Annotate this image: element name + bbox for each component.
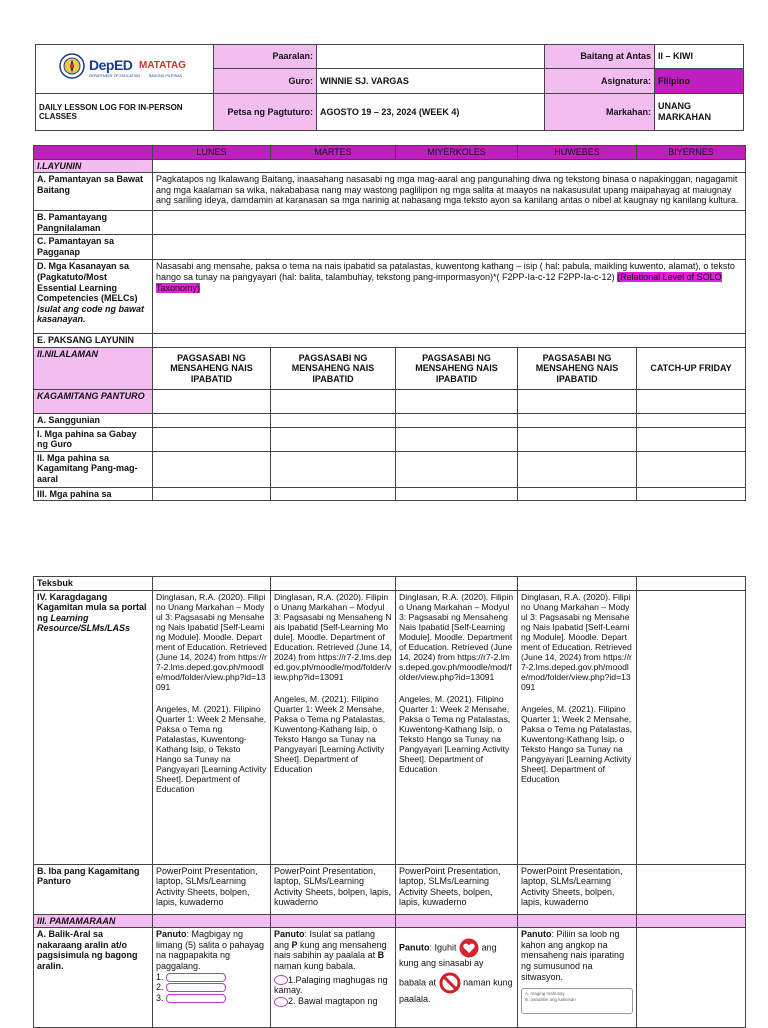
prohibited-icon xyxy=(439,972,461,994)
blank-cell xyxy=(637,928,746,1028)
answer-oval[interactable] xyxy=(274,997,288,1007)
reference-cell xyxy=(518,590,637,864)
wednesday-instructions: : Iguhit xyxy=(429,942,457,953)
reference-cell xyxy=(396,590,518,864)
day-header: BIYERNES xyxy=(637,146,746,160)
pink-cell xyxy=(396,914,518,928)
blank-cell xyxy=(153,577,271,591)
blank-cell xyxy=(637,414,746,428)
deped-tagline: DEPARTMENT OF EDUCATION xyxy=(89,74,140,78)
blank-cell xyxy=(153,487,271,501)
day-header: MARTES xyxy=(271,146,396,160)
reference-dinglasan: Dinglasan, R.A. (2020). Filipino Unang Markahan – Modyul 3: Pagsasabi ng Mensaheng Nais Ipabatid [Self-Learning Module]. Moodle. Department of Education. Retrieved (June 14, 2024) from https://r7-2.lms.deped.gov.ph/moodle/mod/folder/view.php?id=13091 xyxy=(521,591,632,693)
blank-cell xyxy=(396,487,518,501)
markahan-value: UNANG MARKAHAN xyxy=(655,94,744,131)
answer-oval[interactable] xyxy=(274,975,288,985)
spacer xyxy=(156,692,267,704)
answer-line xyxy=(274,996,392,1007)
asignatura-label: Asignatura: xyxy=(545,69,655,94)
blank-cell xyxy=(396,390,518,414)
teksbuk-label: Teksbuk xyxy=(34,577,153,591)
asignatura-value: Filipino xyxy=(655,69,744,94)
tuesday-item: 1.Palaging maghugas ng kamay. xyxy=(274,974,388,996)
pink-cell xyxy=(637,914,746,928)
topic-cell: PAGSASABI NG MENSAHENG NAIS IPABATID xyxy=(271,348,396,390)
item-number: 1. xyxy=(156,971,164,982)
karagdagang-kagamitan-label xyxy=(34,590,153,864)
paksang-layunin-label: E. PAKSANG LAYUNIN xyxy=(34,334,153,348)
reference-dinglasan: Dinglasan, R.A. (2020). Filipino Unang Markahan – Modyul 3: Pagsasabi ng Mensaheng Nais Ipabatid [Self-Learning Module]. Moodle. Department of Education. Retrieved (June 14, 2024) from https://r7-2.lms.deped.gov.ph/moodle/mod/folder/view.php?id=13091 xyxy=(156,591,267,693)
blank-cell xyxy=(153,427,271,451)
deped-seal-icon xyxy=(59,53,85,79)
wednesday-instructions: babala at xyxy=(399,977,437,988)
topic-cell: PAGSASABI NG MENSAHENG NAIS IPABATID xyxy=(396,348,518,390)
panuto-label: Panuto xyxy=(521,929,552,940)
thursday-instructions: : Piliin sa loob ng kahon ang angkop na mensaheng nais iparating ng sumusunod na sitwasyon. xyxy=(521,929,625,982)
b-marker: B xyxy=(377,950,385,961)
materials-cell: PowerPoint Presentation, laptop, SLMs/Learning Activity Sheets, bolpen, lapis, kuwaderno xyxy=(153,864,271,914)
wednesday-activity xyxy=(396,928,518,1028)
nilalaman-heading: II.NILALAMAN xyxy=(34,348,153,390)
day-header: LUNES xyxy=(153,146,271,160)
karagdagang-label-italic: Learning Resource/SLMs/LASs xyxy=(37,612,131,634)
blank-cell xyxy=(271,414,396,428)
doc-title: DAILY LESSON LOG FOR IN-PERSON CLASSES xyxy=(36,94,214,131)
item-number: 2. xyxy=(156,982,164,993)
mga-pahina-label: III. Mga pahina sa xyxy=(34,487,153,501)
gabay-guro-label: I. Mga pahina sa Gabay ng Guro xyxy=(34,427,153,451)
logo-cell xyxy=(36,45,214,94)
monday-activity xyxy=(153,928,271,1028)
blank-cell xyxy=(271,427,396,451)
blank-cell xyxy=(271,390,396,414)
pink-cell xyxy=(518,914,637,928)
reference-cell xyxy=(153,590,271,864)
answer-blank[interactable] xyxy=(166,983,226,992)
pangnilalaman-value xyxy=(153,211,746,235)
reference-dinglasan: Dinglasan, R.A. (2020). Filipino Unang Markahan – Modyul 3: Pagsasabi ng Mensaheng Nais Ipabatid [Self-Learning Module]. Moodle. Department of Education. Retrieved (June 14, 2024) from https://r7-2.lms.deped.gov.ph/moodle/mod/folder/view.php?id=13091 xyxy=(399,591,514,682)
blank-cell xyxy=(637,427,746,451)
wednesday-instructions: naman kung paalala. xyxy=(399,977,513,1004)
blank-cell xyxy=(637,390,746,414)
deped-wordmark: DepED xyxy=(89,57,133,73)
reference-cell xyxy=(271,590,396,864)
pamamaraan-table xyxy=(33,576,746,1028)
blank-cell xyxy=(153,390,271,414)
thursday-activity xyxy=(518,928,637,1028)
petsa-value: AGOSTO 19 – 23, 2024 (WEEK 4) xyxy=(317,94,545,131)
kagamitan-heading: KAGAMITANG PANTURO xyxy=(34,390,153,414)
topic-cell: PAGSASABI NG MENSAHENG NAIS IPABATID xyxy=(153,348,271,390)
layunin-heading: I.LAYUNIN xyxy=(34,159,153,173)
materials-cell: PowerPoint Presentation, laptop, SLMs/Learning Activity Sheets, bolpen, lapis, kuwaderno xyxy=(396,864,518,914)
balik-aral-label: A. Balik-Aral sa nakaraang aralin at/o pagsisimula ng bagong aralin. xyxy=(34,928,153,1028)
blank-cell xyxy=(396,451,518,487)
layunin-blank xyxy=(153,159,746,173)
reference-angeles: Angeles, M. (2021). Filipino Quarter 1: Week 2 Mensahe, Paksa o Tema ng Patalastas, Kuwentong-Kathang Isip, o Teksto Hango sa Tunay na Pangyayari [Learning Activity Sheet]. Department of Education xyxy=(156,704,267,795)
p-marker: P xyxy=(291,939,298,950)
blank-cell xyxy=(271,451,396,487)
pamantayan-baitang-text: Pagkatapos ng Ikalawang Baitang, inaasahang nasasabi ng mga mag-aaral ang pangunahing diwa ng tekstong binasa o napakinggan, nagagamit ang mga kaalaman sa wika, nakababasa nang may wastong paglilipon ng mga salita at maayos na nakasusulat upang maipahayag at maiugnay ang sariling ideya, damdamin at karanasan sa mga narinig at nabasang mga teksto ayon sa kanilang antas o nibel at kaugnay ng kanilang kultura. xyxy=(153,173,746,211)
topic-cell: PAGSASABI NG MENSAHENG NAIS IPABATID xyxy=(518,348,637,390)
tuesday-item: 2. Bawal magtapon ng xyxy=(288,995,378,1006)
pangnilalaman-label: B. Pamantayang Pangnilalaman xyxy=(34,211,153,235)
blank-cell xyxy=(396,414,518,428)
wednesday-instructions: ang kung ang sinasabi ay xyxy=(399,942,497,969)
choices-box xyxy=(521,988,633,1014)
reference-angeles: Angeles, M. (2021). Filipino Quarter 1: Week 2 Mensahe, Paksa o Tema ng Patalastas, Kuwentong-Kathang Isip, o Teksto Hango sa Tunay na Pangyayari [Learning Activity Sheet]. Department of Education xyxy=(521,704,633,785)
matatag-wordmark: MATATAG xyxy=(139,60,187,71)
baitang-value: II – KIWI xyxy=(655,45,744,69)
answer-line xyxy=(274,975,392,996)
tuesday-instructions: : Isulat sa patlang ang xyxy=(274,929,376,950)
blank-cell xyxy=(637,577,746,591)
item-number: 3. xyxy=(156,992,164,1003)
days-corner xyxy=(34,146,153,160)
wednesday-line xyxy=(399,972,514,1005)
tuesday-instructions: kung ang mensaheng nais sabihin ay paalala at xyxy=(274,939,387,961)
day-header: HUWEBES xyxy=(518,146,637,160)
blank-cell xyxy=(396,577,518,591)
header-table xyxy=(35,44,744,131)
paksang-layunin-value xyxy=(153,334,746,348)
reference-dinglasan: Dinglasan, R.A. (2020). Filipino Unang Markahan – Modyul 3: Pagsasabi ng Mensaheng Nais Ipabatid [Self-Learning Module]. Moodle. Department of Education. Retrieved (June 14, 2024) from https://r7-2.lms.deped.gov.ph/moodle/mod/folder/view.php?id=13091 xyxy=(274,591,392,682)
blank-cell xyxy=(637,864,746,914)
tuesday-instructions: naman kung babala. xyxy=(274,961,356,972)
blank-cell xyxy=(271,577,396,591)
panuto-label: Panuto xyxy=(399,942,430,953)
pink-cell xyxy=(271,914,396,928)
answer-line xyxy=(156,972,267,983)
blank-cell xyxy=(637,487,746,501)
pamantayan-baitang-label: A. Pamantayan sa Bawat Baitang xyxy=(34,173,153,211)
baitang-label: Baitang at Antas xyxy=(545,45,655,69)
blank-cell xyxy=(271,487,396,501)
paaralan-value xyxy=(317,45,545,69)
day-header: MIYERKOLES xyxy=(396,146,518,160)
kagamitang-pang-label: II. Mga pahina sa Kagamitang Pang-mag-aaral xyxy=(34,451,153,487)
blank-cell xyxy=(518,451,637,487)
answer-blank[interactable] xyxy=(166,973,226,982)
catch-up-friday: CATCH-UP FRIDAY xyxy=(637,348,746,390)
choice-item: B. panatiliin ang kalinisan xyxy=(525,997,576,1003)
kasanayan-description: Nasasabi ang mensahe, paksa o tema na nais ipabatid sa patalastas, kuwentong kathang – isip ( hal: pabula, maikling kuwento, alamat), o teksto hango sa tunay na pangyayari (hal: balita, talambuhay, tekstong pang-impormasyon)*( F2PP-Ia-c-12 F2PP-Ia-c-12) xyxy=(156,261,735,283)
heart-icon xyxy=(459,938,479,958)
blank-cell xyxy=(153,451,271,487)
petsa-label: Petsa ng Pagtuturo: xyxy=(214,94,317,131)
reference-angeles: Angeles, M. (2021). Filipino Quarter 1: Week 2 Mensahe, Paksa o Tema ng Patalastas, Kuwentong-Kathang Isip, o Teksto Hango sa Tunay na Pangyayari [Learning Activity Sheet]. Department of Education xyxy=(274,694,386,775)
matatag-tagline: BAGONG PILIPINAS xyxy=(149,74,183,78)
monday-instructions: : Magbigay ng limang (5) salita o pahayag na nagpapakita ng paggalang. xyxy=(156,929,265,972)
answer-line xyxy=(156,993,267,1004)
kasanayan-label-main: D. Mga Kasanayan sa (Pagkatuto/Most Essential Learning Competencies (MELCs) xyxy=(37,261,138,304)
guro-value: WINNIE SJ. VARGAS xyxy=(317,69,545,94)
kasanayan-label-note: Isulat ang code ng bawat kasanayan. xyxy=(37,303,145,325)
pamamaraan-heading: III. PAMAMARAAN xyxy=(34,914,153,928)
layunin-table xyxy=(33,145,746,501)
blank-cell xyxy=(637,590,746,864)
blank-cell xyxy=(396,427,518,451)
kasanayan-text xyxy=(153,260,746,334)
panuto-label: Panuto xyxy=(156,929,187,940)
blank-cell xyxy=(637,451,746,487)
spacer xyxy=(521,692,633,704)
spacer xyxy=(274,682,392,694)
markahan-label: Markahan: xyxy=(545,94,655,131)
blank-cell xyxy=(518,487,637,501)
guro-label: Guro: xyxy=(214,69,317,94)
blank-cell xyxy=(518,427,637,451)
materials-cell: PowerPoint Presentation, laptop, SLMs/Learning Activity Sheets, bolpen, lapis, kuwaderno xyxy=(271,864,396,914)
spacer xyxy=(399,682,514,694)
karagdagang-label-main: IV. Karagdagang Kagamitan mula sa portal ng xyxy=(37,591,147,623)
deped-matatag-logo xyxy=(39,49,210,89)
iba-pang-kagamitan-label: B. Iba pang Kagamitang Panturo xyxy=(34,864,153,914)
blank-cell xyxy=(518,414,637,428)
solo-taxonomy-highlight: (Relational Level of SOLO Taxonomy) xyxy=(156,272,722,293)
pagganap-label: C. Pamantayan sa Pagganap xyxy=(34,235,153,260)
materials-cell: PowerPoint Presentation, laptop, SLMs/Learning Activity Sheets, bolpen, lapis, kuwaderno xyxy=(518,864,637,914)
tuesday-activity xyxy=(271,928,396,1028)
sanggunian-label: A. Sanggunian xyxy=(34,414,153,428)
blank-cell xyxy=(518,390,637,414)
answer-line xyxy=(156,982,267,993)
answer-blank[interactable] xyxy=(166,994,226,1003)
pink-cell xyxy=(153,914,271,928)
reference-angeles: Angeles, M. (2021). Filipino Quarter 1: Week 2 Mensahe, Paksa o Tema ng Patalastas, Kuwentong-Kathang Isip, o Teksto Hango sa Tunay na Pangyayari [Learning Activity Sheet]. Department of Education xyxy=(399,694,511,775)
blank-cell xyxy=(518,577,637,591)
panuto-label: Panuto xyxy=(274,929,305,940)
pagganap-value xyxy=(153,235,746,260)
paaralan-label: Paaralan: xyxy=(214,45,317,69)
kasanayan-label xyxy=(34,260,153,334)
blank-cell xyxy=(153,414,271,428)
choice-item: A. maging mahusay xyxy=(525,991,565,997)
